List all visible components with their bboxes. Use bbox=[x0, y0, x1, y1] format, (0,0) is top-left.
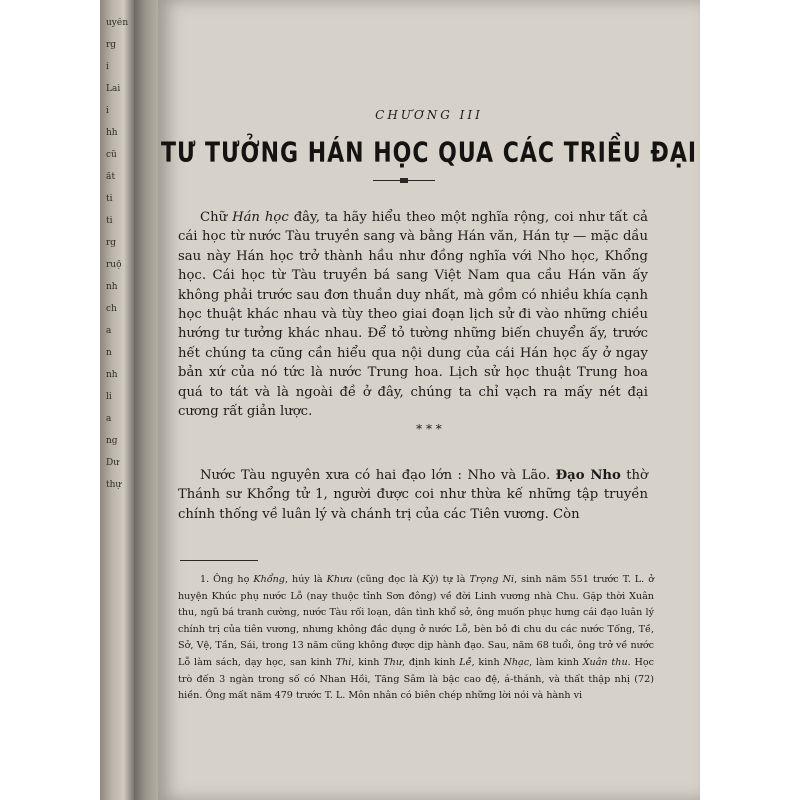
previous-page-text-fragment: rg bbox=[106, 40, 117, 50]
footnote-segment: , định kinh bbox=[402, 656, 460, 668]
footnote-segment: , kinh bbox=[351, 656, 384, 668]
previous-page-text-fragment: ti bbox=[106, 194, 113, 204]
footnote-segment: Khổng bbox=[253, 574, 285, 585]
paragraph-intro-segment: Chữ bbox=[200, 210, 233, 225]
previous-page-text-fragment: a bbox=[106, 326, 112, 336]
footnote-segment: , kinh bbox=[471, 656, 504, 668]
chapter-label: CHƯƠNG III bbox=[375, 108, 483, 122]
footnote-segment: Thi bbox=[335, 656, 352, 668]
previous-page-text-fragment: rg bbox=[106, 238, 117, 248]
footnote-segment: , sinh năm 551 trước T. L. ở huyện Khúc phụ nước Lỗ (nay thuộc tỉnh Sơn đông) về đời Linh vương nhà Chu. Gặp thời Xuân thu, ngũ bá tranh cường, nước Tàu rối loạn, dân tình khổ sở, ông muốn phục hưng cái đạo luân lý chính trị của tiên vương, nhưng không đắc dụng ở nước Lỗ, bèn bỏ đi chu du các nước Tống, Tề, Sở, Vệ, Tần, Sái, trong 13 năm cũng không được dịp hành đạo. Sau, năm 68 tuổi, ông trở về nước Lỗ làm sách, dạy học, san kinh bbox=[178, 574, 654, 668]
previous-page-text-fragment: ng bbox=[106, 436, 118, 446]
previous-page-text-fragment: i bbox=[106, 106, 109, 116]
previous-page-edge bbox=[100, 0, 134, 800]
paragraph-two-bold-term: Đạo Nho bbox=[555, 468, 621, 483]
previous-page-text-fragment: a bbox=[106, 414, 112, 424]
footnote-segment: 1. Ông họ bbox=[200, 574, 254, 585]
footnote-segment: Kỳ bbox=[422, 574, 435, 585]
previous-page-text-fragment: ti bbox=[106, 216, 113, 226]
section-separator bbox=[158, 422, 700, 436]
paragraph-two-start: Nước Tàu nguyên xưa có hai đạo lớn : Nho và Lão. bbox=[200, 468, 556, 483]
previous-page-text-fragment: ruộ bbox=[106, 260, 122, 270]
previous-page-text-fragment: ch bbox=[106, 304, 117, 314]
previous-page-text-fragment: ất bbox=[106, 172, 116, 182]
previous-page-text-fragment: li bbox=[106, 392, 112, 402]
paragraph-two-doctrines bbox=[178, 466, 648, 524]
footnote-segment: , húy là bbox=[284, 574, 327, 585]
previous-page-text-fragment: n bbox=[106, 348, 112, 358]
previous-page-text-fragment: nh bbox=[106, 370, 118, 380]
footnote-segment: (cũng đọc là bbox=[352, 574, 423, 585]
paragraph-intro-segment: đây, ta hãy hiểu theo một nghĩa rộng, coi như tất cả cái học từ nước Tàu truyền sang và bằng Hán văn, Hán tự — mặc dầu sau này Hán học trở thành hầu như đồng nghĩa với Nho học, Khổng học. Cái học từ Tàu truyền bá sang Việt Nam qua cầu Hán văn ấy không phải trước sau đơn thuần duy nhất, mà gồm có nhiều khía cạnh học thuật khác nhau và tùy theo giai đoạn lịch sử đi vào những chiều hướng tư tưởng khác nhau. Để tỏ tường những biến chuyển ấy, trước hết chúng ta cũng cần hiểu qua nội dung của cái Hán học ấy ở ngay bản xứ của nó tức là nước Trung hoa. Lịch sử học thuật Trung hoa quá to tát và là ngoài đề ở đây, chúng ta chỉ vạch ra mấy nét đại cương rất giản lược. bbox=[178, 210, 648, 420]
paragraph-intro-segment: Hán học bbox=[232, 210, 289, 225]
paragraph-intro bbox=[178, 208, 648, 421]
previous-page-text-fragment: ỉ bbox=[106, 62, 109, 72]
footnote-segment: Xuân thu bbox=[582, 656, 628, 668]
footnote-segment: Lễ bbox=[459, 656, 472, 668]
footnote-segment: Nhạc bbox=[503, 656, 530, 668]
title-ornament bbox=[373, 178, 435, 184]
footnote-segment: ) tự là bbox=[434, 574, 470, 585]
paragraph-two-rest: thờ Thánh sư Khổng tử 1, người được coi như thừa kế những tập truyền chính thống về luân lý và chánh trị của các Tiên vương. Còn bbox=[178, 468, 648, 522]
previous-page-text-fragment: cũ bbox=[106, 150, 117, 160]
previous-page-text-fragment: uyễn bbox=[106, 18, 129, 28]
footnote-segment: Trọng Ni bbox=[469, 574, 515, 585]
footnote-segment: , làm kinh bbox=[529, 656, 583, 668]
previous-page-text-fragment: Lai bbox=[106, 84, 121, 94]
previous-page-text-fragment: Dư bbox=[106, 458, 120, 468]
footnote-rule bbox=[180, 560, 258, 561]
ornament-center bbox=[400, 178, 408, 183]
footnote-segment: Thư bbox=[383, 656, 403, 668]
previous-page-text-fragment: hh bbox=[106, 128, 118, 138]
chapter-title: TƯ TƯỞNG HÁN HỌC QUA CÁC TRIỀU ĐẠI bbox=[160, 137, 698, 170]
footnote-segment: Khưu bbox=[326, 574, 353, 585]
previous-page-text-fragment: thự bbox=[106, 480, 122, 490]
footnote-segment: . Học trò đến 3 ngàn trong số có Nhan Hồi, Tăng Sâm là bậc cao đệ, á-thánh, và thất thập nhị (72) hiền. Ông mất năm 479 trước T. L. Môn nhân có biên chép những lời nói và hành vi bbox=[178, 656, 654, 702]
book-page bbox=[158, 0, 700, 800]
photo-background bbox=[700, 0, 800, 800]
separator-stars: * * * bbox=[416, 422, 442, 436]
previous-page-text-fragment: nh bbox=[106, 282, 118, 292]
footnote bbox=[178, 572, 654, 705]
